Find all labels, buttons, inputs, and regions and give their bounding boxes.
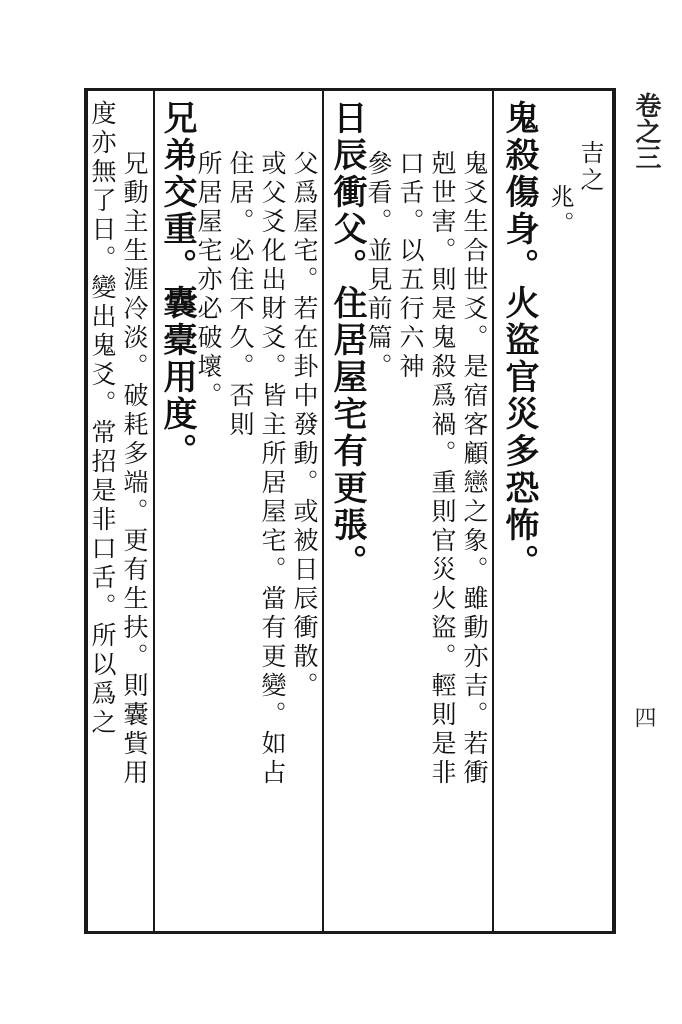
- right-border-line: [612, 88, 616, 934]
- text-column-12: 所居屋宅亦必破壞。: [194, 150, 223, 411]
- column-rule-1: [492, 88, 494, 934]
- bottom-border-line: [84, 931, 616, 934]
- section-heading-3: 兄弟交重。囊橐用度。: [157, 100, 197, 470]
- text-column-6: 口舌。以五行六神: [396, 150, 425, 382]
- margin-volume-label: 卷之三: [631, 92, 661, 170]
- text-column-14: 兄動主生涯冷淡。破耗多端。更有生扶。則囊貲用: [120, 150, 149, 788]
- text-column-15: 度亦無了日。變出鬼爻。常招是非口舌。所以爲之: [88, 100, 117, 738]
- text-column-4: 鬼爻生合世爻。是宿客顧戀之象。雖動亦吉。若衝: [460, 150, 489, 788]
- text-column-11: 住居。必住不久。否則: [226, 150, 255, 440]
- text-column-2: 兆。: [546, 184, 574, 238]
- column-rule-3: [153, 88, 155, 934]
- section-heading-1: 鬼殺傷身。火盜官災多恐怖。: [499, 100, 539, 581]
- section-heading-2: 日辰衝父。住居屋宅有更張。: [327, 100, 367, 581]
- text-column-7: 參看。並見前篇。: [364, 150, 393, 382]
- text-column-5: 剋世害。則是鬼殺爲禍。重則官災火盜。輕則是非: [428, 150, 457, 788]
- text-column-10: 或父爻化出財爻。皆主所居屋宅。當有更變。如占: [258, 150, 287, 788]
- top-border-line: [84, 88, 616, 91]
- text-column-9: 父爲屋宅。若在卦中發動。或被日辰衝散。: [290, 150, 319, 701]
- column-rule-2: [322, 88, 324, 934]
- margin-page-number: 四: [631, 706, 656, 728]
- text-column-1: 吉之: [576, 140, 604, 194]
